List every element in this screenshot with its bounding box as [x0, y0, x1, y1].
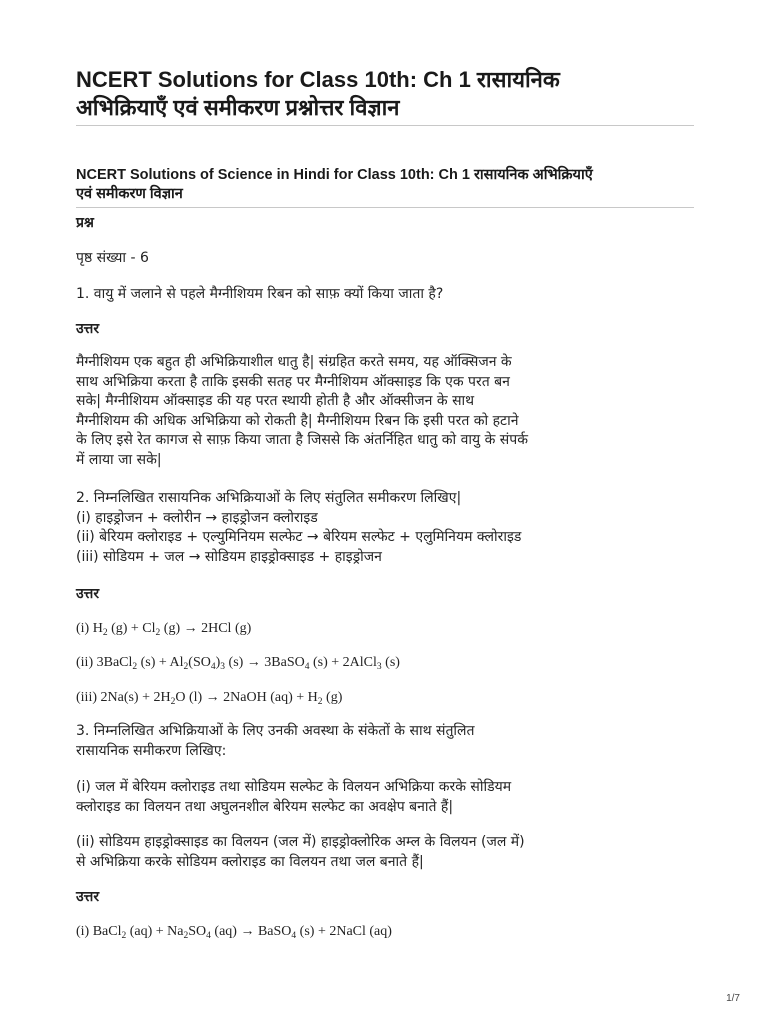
answer-1-line: मैग्नीशियम की अधिक अभिक्रिया को रोकती है| मैग्नीशियम रिबन कि इसी परत को हटाने [76, 412, 519, 429]
title-line-1: NCERT Solutions for Class 10th: Ch 1 रासायनिक [76, 67, 560, 92]
answer-1 [76, 353, 694, 470]
answer-1-line: के लिए इसे रेत कागज से साफ़ किया जाता है जिससे कि अंतर्निहित धातु को वायु के संपर्क [76, 432, 528, 448]
answer-1-line: सके| मैग्नीशियम ऑक्साइड की यह परत स्थायी होती है और ऑक्सीजन के साथ [76, 393, 475, 409]
question-3-part-i [76, 778, 694, 817]
question-3-part-i-line: क्लोराइड का विलयन तथा अघुलनशील बेरियम सल्फेट का अवक्षेप बनाते हैं| [76, 798, 454, 815]
answer-heading-3: उत्तर [76, 889, 100, 905]
question-3 [76, 722, 694, 761]
question-3-part-ii [76, 833, 694, 872]
question-heading: प्रश्न [76, 215, 94, 231]
answer-1-line: साथ अभिक्रिया करता है ताकि इसकी सतह पर मैग्नीशियम ऑक्साइड कि एक परत बन [76, 373, 510, 390]
page-number: 1/7 [726, 993, 740, 1004]
section-subtitle [76, 166, 694, 204]
question-1: 1. वायु में जलाने से पहले मैग्नीशियम रिबन को साफ़ क्यों किया जाता है? [76, 286, 444, 302]
title-divider [76, 125, 694, 126]
equation-2: (ii) 3BaCl$_2$ $(s) + Al_2(SO_4)_3$ (s) → 3BaSO$_4$ (s) + 2AlCl$_3$ (s) [76, 655, 400, 672]
question-2-line: (iii) सोडियम + जल → सोडियम हाइड्रोक्साइड + हाइड्रोजन [76, 548, 382, 565]
question-3-part-ii-line: (ii) सोडियम हाइड्रोक्साइड का विलयन (जल में) हाइड्रोक्लोरिक अम्ल के विलयन (जल में) [76, 834, 525, 850]
subtitle-divider [76, 207, 694, 208]
page-reference: पृष्ठ संख्या - 6 [76, 250, 149, 266]
question-3-line: रासायनिक समीकरण लिखिए: [76, 742, 227, 759]
subtitle-line-2: एवं समीकरण विज्ञान [76, 186, 183, 202]
answer-1-line: में लाया जा सके| [76, 451, 162, 468]
page-title [76, 66, 694, 122]
equation-1: (i) $H_2$ $(g) + Cl_2$ (g) → 2HCl (g) [76, 621, 252, 638]
question-3-part-i-line: (i) जल में बेरियम क्लोराइड तथा सोडियम सल्फेट के विलयन अभिक्रिया करके सोडियम [76, 779, 512, 795]
equation-4: (i) BaCl$_2$ $(aq) + Na_2SO_4$ (aq) → BaSO$_4$ (s) + 2NaCl (aq) [76, 924, 392, 941]
question-2-line: (ii) बेरियम क्लोराइड + एल्युमिनियम सल्फेट → बेरियम सल्फेट + एलुमिनियम क्लोराइड [76, 529, 522, 545]
equation-3: (iii) $2Na(s) + 2H_2O$ (l) → 2NaOH $(aq) + H_2$ (g) [76, 690, 343, 707]
question-2-line: (i) हाइड्रोजन + क्लोरीन → हाइड्रोजन क्लोराइड [76, 509, 318, 526]
subtitle-line-1: NCERT Solutions of Science in Hindi for Class 10th: Ch 1 रासायनिक अभिक्रियाएँ [76, 167, 593, 183]
answer-heading-2: उत्तर [76, 586, 100, 602]
question-2 [76, 489, 694, 567]
question-3-line: 3. निम्नलिखित अभिक्रियाओं के लिए उनकी अवस्था के संकेतों के साथ संतुलित [76, 723, 475, 739]
title-line-2: अभिक्रियाएँ एवं समीकरण प्रश्नोत्तर विज्ञान [76, 95, 400, 120]
question-2-line: 2. निम्नलिखित रासायनिक अभिक्रियाओं के लिए संतुलित समीकरण लिखिए| [76, 490, 462, 506]
answer-1-line: मैग्नीशियम एक बहुत ही अभिक्रियाशील धातु है| संग्रहित करते समय, यह ऑक्सिजन के [76, 354, 512, 370]
question-3-part-ii-line: से अभिक्रिया करके सोडियम क्लोराइड का विलयन तथा जल बनाते हैं| [76, 853, 424, 870]
answer-heading-1: उत्तर [76, 321, 100, 337]
